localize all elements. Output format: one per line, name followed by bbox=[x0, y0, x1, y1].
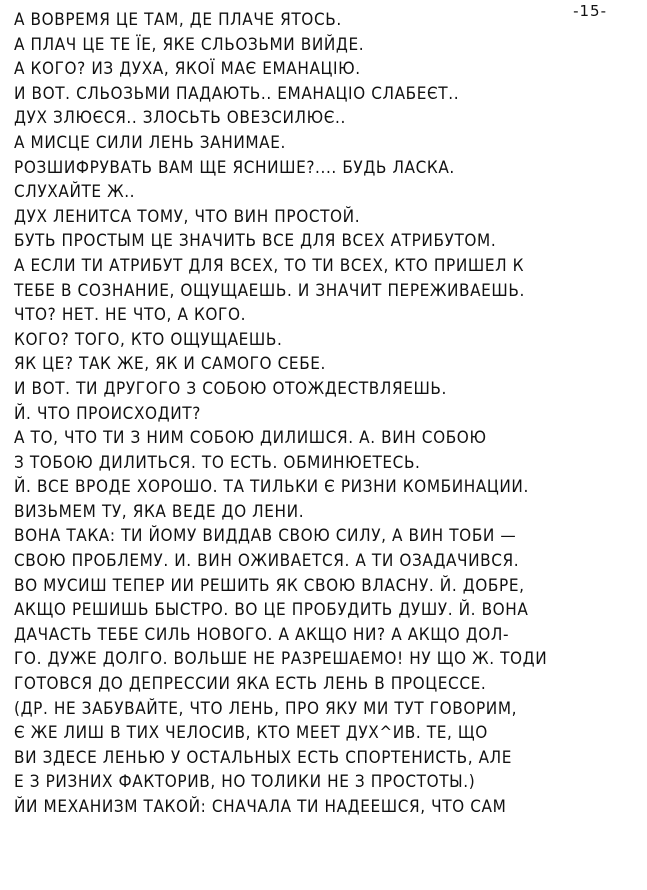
text-line: И ВОТ. ТИ ДРУГОГО З СОБОЮ ОТОЖДЕСТВЛЯЕШЬ. bbox=[14, 378, 447, 399]
text-line: СВОЮ ПРОБЛЕМУ. И. ВИН ОЖИВАЕТСЯ. А ТИ ОЗАДАЧИВСЯ. bbox=[14, 551, 520, 572]
text-line: Й. ЧТО ПРОИСХОДИТ? bbox=[14, 403, 201, 424]
handwritten-text-block bbox=[14, 8, 624, 820]
text-line: А ЕСЛИ ТИ АТРИБУТ ДЛЯ ВСЕХ, ТО ТИ ВСЕХ, КТО ПРИШЕЛ К bbox=[14, 255, 525, 276]
text-line: Є ЖЕ ЛИШ В ТИХ ЧЕЛОСИВ, КТО МЕЕТ ДУХ^ИВ. ТЕ, ЩО bbox=[14, 723, 488, 744]
text-line: ДУХ ЗЛЮЄСЯ.. ЗЛОСЬТЬ ОВЕЗСИЛЮЄ.. bbox=[14, 108, 346, 129]
text-line: И ВОТ. СЛЬОЗЬМИ ПАДАЮТЬ.. ЕМАНАЦІО СЛАБЕЄТ.. bbox=[14, 83, 460, 104]
text-line: А МИСЦЕ СИЛИ ЛЕНЬ ЗАНИМАЕ. bbox=[14, 132, 286, 153]
text-line: А КОГО? ИЗ ДУХА, ЯКОЇ МАЄ ЕМАНАЦІЮ. bbox=[14, 59, 361, 80]
text-line: Е З РИЗНИХ ФАКТОРИВ, НО ТОЛИКИ НЕ З ПРОСТОТЫ.) bbox=[14, 772, 476, 793]
text-line: А ВОВРЕМЯ ЦЕ ТАМ, ДЕ ПЛАЧЕ ЯТОСЬ. bbox=[14, 10, 342, 30]
text-line: А ПЛАЧ ЦЕ ТЕ ЇЕ, ЯКЕ СЛЬОЗЬМИ ВИЙДЕ. bbox=[14, 34, 365, 55]
text-line: З ТОБОЮ ДИЛИТЬСЯ. ТО ЕСТЬ. ОБМИНЮЕТЕСЬ. bbox=[14, 452, 421, 473]
text-line: А ТО, ЧТО ТИ З НИМ СОБОЮ ДИЛИШСЯ. А. ВИН СОБОЮ bbox=[14, 428, 487, 449]
text-line: ВИ ЗДЕСЕ ЛЕНЬЮ У ОСТАЛЬНЫХ ЕСТЬ СПОРТЕНИСТЬ, АЛЕ bbox=[14, 747, 513, 768]
text-line: АКЩО РЕШИШЬ БЫСТРО. ВО ЦЕ ПРОБУДИТЬ ДУШУ. Й. ВОНА bbox=[14, 600, 529, 621]
text-line: РОЗШИФРУВАТЬ ВАМ ЩЕ ЯСНИШЕ?.... БУДЬ ЛАСКА. bbox=[14, 157, 455, 178]
text-line: ДУХ ЛЕНИТСА ТОМУ, ЧТО ВИН ПРОСТОЙ. bbox=[14, 206, 361, 227]
text-line: ГОТОВСЯ ДО ДЕПРЕССИИ ЯКА ЕСТЬ ЛЕНЬ В ПРОЦЕССЕ. bbox=[14, 674, 487, 695]
text-line: ВОНА ТАКА: ТИ ЙОМУ ВИДДАВ СВОЮ СИЛУ, А ВИН ТОБИ — bbox=[14, 526, 517, 547]
text-line: КОГО? ТОГО, КТО ОЩУЩАЕШЬ. bbox=[14, 329, 283, 350]
text-line: ДАЧАСТЬ ТЕБЕ СИЛЬ НОВОГО. А АКЩО НИ? А АКЩО ДОЛ- bbox=[14, 624, 510, 645]
text-line: ЧТО? НЕТ. НЕ ЧТО, А КОГО. bbox=[14, 305, 247, 326]
text-line: ЯК ЦЕ? ТАК ЖЕ, ЯК И САМОГО СЕБЕ. bbox=[14, 354, 327, 375]
text-line: БУТЬ ПРОСТЫМ ЦЕ ЗНАЧИТЬ ВСЕ ДЛЯ ВСЕХ АТРИБУТОМ. bbox=[14, 231, 497, 252]
text-line: Й. ВСЕ ВРОДЕ ХОРОШО. ТА ТИЛЬКИ Є РИЗНИ КОМБИНАЦИИ. bbox=[14, 477, 529, 498]
text-line: СЛУХАЙТЕ Ж.. bbox=[14, 182, 136, 203]
text-line: ВИЗЬМЕМ ТУ, ЯКА ВЕДЕ ДО ЛЕНИ. bbox=[14, 501, 305, 522]
page-number: -15- bbox=[573, 2, 607, 20]
text-line: ВО МУСИШ ТЕПЕР ИИ РЕШИТЬ ЯК СВОЮ ВЛАСНУ. Й. ДОБРЕ, bbox=[14, 575, 525, 596]
text-line: ЙИ МЕХАНИЗМ ТАКОЙ: СНАЧАЛА ТИ НАДЕЕШСЯ, ЧТО САМ bbox=[14, 797, 507, 817]
text-line: ТЕБЕ В СОЗНАНИЕ, ОЩУЩАЕШЬ. И ЗНАЧИТ ПЕРЕЖИВАЕШЬ. bbox=[14, 280, 525, 301]
text-line: (ДР. НЕ ЗАБУВАЙТЕ, ЧТО ЛЕНЬ, ПРО ЯКУ МИ ТУТ ГОВОРИМ, bbox=[14, 698, 518, 719]
text-line: ГО. ДУЖЕ ДОЛГО. ВОЛЬШЕ НЕ РАЗРЕШАЕМО! НУ ЩО Ж. ТОДИ bbox=[14, 649, 548, 670]
